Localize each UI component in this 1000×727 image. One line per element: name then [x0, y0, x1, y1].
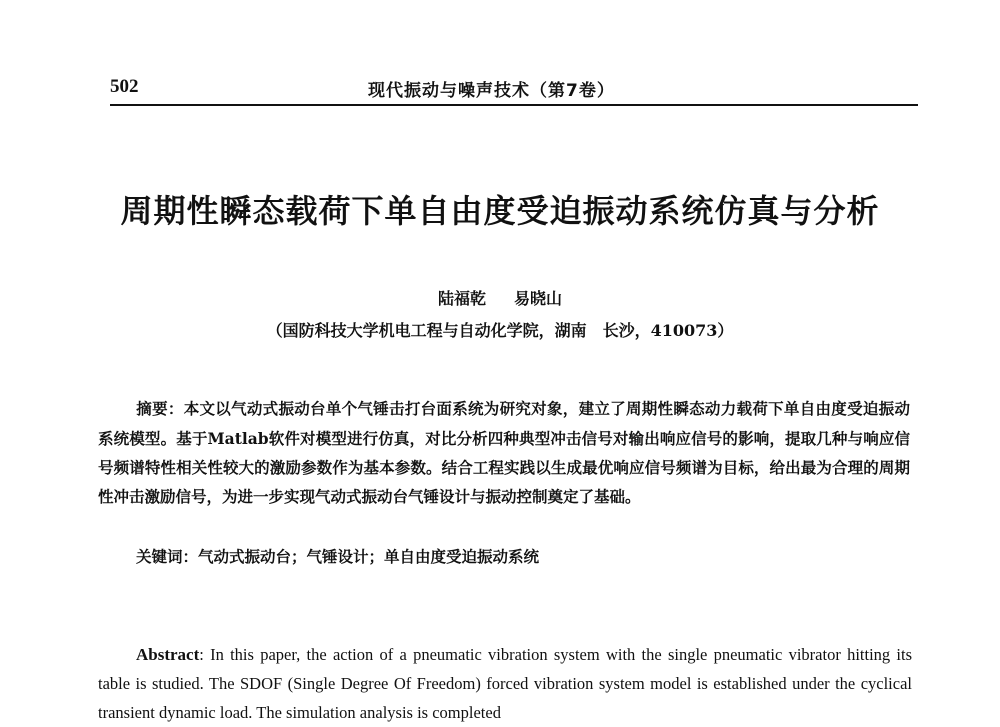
author-name: 陆福乾 [437, 289, 486, 308]
keywords-label: 关键词： [136, 548, 199, 566]
chinese-abstract [98, 394, 910, 511]
author-list [0, 286, 1000, 309]
keywords-text: 气动式振动台；气锤设计；单自由度受迫振动系统 [198, 547, 540, 566]
english-abstract-label: Abstract [136, 645, 200, 664]
page-number: 502 [110, 76, 139, 97]
abstract-label: 摘要： [136, 400, 184, 418]
paper-title: 周期性瞬态载荷下单自由度受迫振动系统仿真与分析 [120, 192, 880, 230]
english-abstract-text: In this paper, the action of a pneumatic vibration system with the single pneumatic vibrator hitting its table is studied. The SDOF (Single Degree Of Freedom) forced vibration system model is established under the cyclical transient dynamic load. The simulation analysis is completed [98, 645, 912, 722]
affiliation: （国防科技大学机电工程与自动化学院，湖南 长沙，410073） [266, 321, 734, 340]
keywords [98, 545, 910, 567]
page-header [110, 68, 918, 106]
english-abstract: Abstract: In this paper, the action of a pneumatic vibration system with the single pneumatic vibrator hitting its table is studied. The SDOF (Single Degree Of Freedom) forced vibration system model is established under the cyclical transient dynamic load. The simulation analysis is completed [98, 645, 912, 722]
running-title: 现代振动与噪声技术（第7卷） [368, 81, 615, 101]
author-name: 易晓山 [514, 289, 563, 308]
abstract-text: 本文以气动式振动台单个气锤击打台面系统为研究对象，建立了周期性瞬态动力载荷下单自由度受迫振动系统模型。基于Matlab软件对模型进行仿真，对比分析四种典型冲击信号对输出响应信号的影响，提取几种与响应信号频谱特性相关性较大的激励参数作为基本参数。结合工程实践以生成最优响应信号频谱为目标，给出最为合理的周期性冲击激励信号，为进一步实现气动式振动台气锤设计与振动控制奠定了基础。 [98, 399, 910, 506]
